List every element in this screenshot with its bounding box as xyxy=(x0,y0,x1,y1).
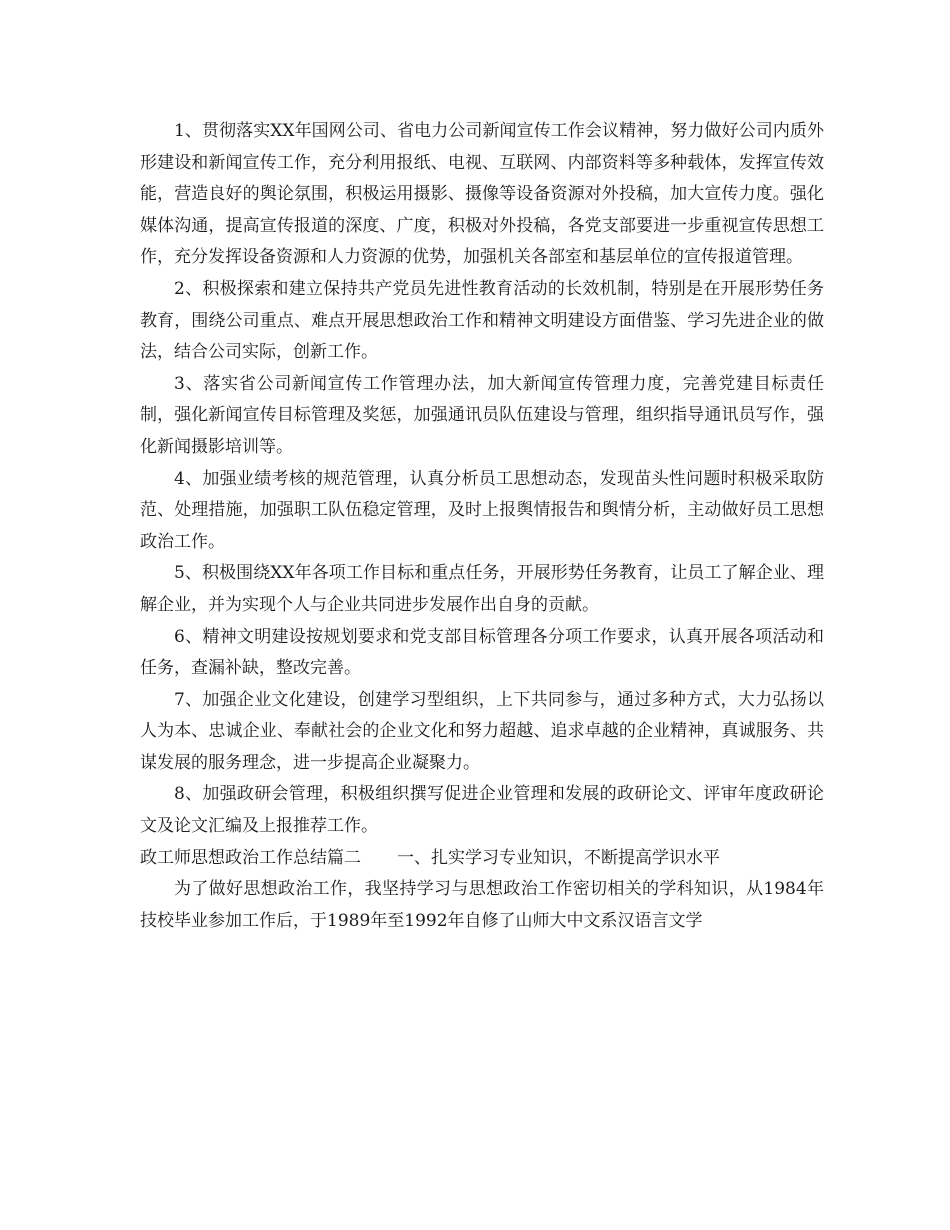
document-page xyxy=(140,116,824,937)
section-heading-line xyxy=(140,843,824,875)
paragraph-6: 6、精神文明建设按规划要求和党支部目标管理各分项工作要求，认真开展各项活动和任务，查漏补缺，整改完善。 xyxy=(140,626,824,679)
paragraph-7: 7、加强企业文化建设，创建学习型组织，上下共同参与，通过多种方式，大力弘扬以人为本、忠诚企业、奉献社会的企业文化和努力超越、追求卓越的企业精神，真诚服务、共谋发展的服务理念，进一步提高企业凝聚力。 xyxy=(140,689,824,773)
paragraph-4: 4、加强业绩考核的规范管理，认真分析员工思想动态，发现苗头性问题时积极采取防范、处理措施，加强职工队伍稳定管理，及时上报舆情报告和舆情分析，主动做好员工思想政治工作。 xyxy=(140,468,824,552)
paragraph-8: 8、加强政研会管理，积极组织撰写促进企业管理和发展的政研论文、评审年度政研论文及论文汇编及上报推荐工作。 xyxy=(140,784,824,837)
paragraph-1: 1、贯彻落实XX年国网公司、省电力公司新闻宣传工作会议精神，努力做好公司内质外形建设和新闻宣传工作，充分利用报纸、电视、互联网、内部资料等多种载体，发挥宣传效能，营造良好的舆论氛围，积极运用摄影、摄像等设备资源对外投稿，加大宣传力度。强化媒体沟通，提高宣传报道的深度、广度，积极对外投稿，各党支部要进一步重视宣传思想工作，充分发挥设备资源和人力资源的优势，加强机关各部室和基层单位的宣传报道管理。 xyxy=(140,121,824,268)
paragraph-3: 3、落实省公司新闻宣传工作管理办法，加大新闻宣传管理力度，完善党建目标责任制，强化新闻宣传目标管理及奖惩，加强通讯员队伍建设与管理，组织指导通讯员写作，强化新闻摄影培训等。 xyxy=(140,373,824,457)
paragraph-2: 2、积极探索和建立保持共产党员先进性教育活动的长效机制，特别是在开展形势任务教育，围绕公司重点、难点开展思想政治工作和精神文明建设方面借鉴、学习先进企业的做法，结合公司实际，创新工作。 xyxy=(140,278,824,363)
section-title: 政工师思想政治工作总结篇二 xyxy=(140,847,361,868)
paragraph-5: 5、积极围绕XX年各项工作目标和重点任务，开展形势任务教育，让员工了解企业、理解企业，并为实现个人与企业共同进步发展作出自身的贡献。 xyxy=(140,563,824,615)
section-subtitle: 一、扎实学习专业知识，不断提高学识水平 xyxy=(397,847,720,868)
closing-paragraph: 为了做好思想政治工作，我坚持学习与思想政治工作密切相关的学科知识，从1984年技校毕业参加工作后，于1989年至1992年自修了山师大中文系汉语言文学 xyxy=(140,879,824,931)
